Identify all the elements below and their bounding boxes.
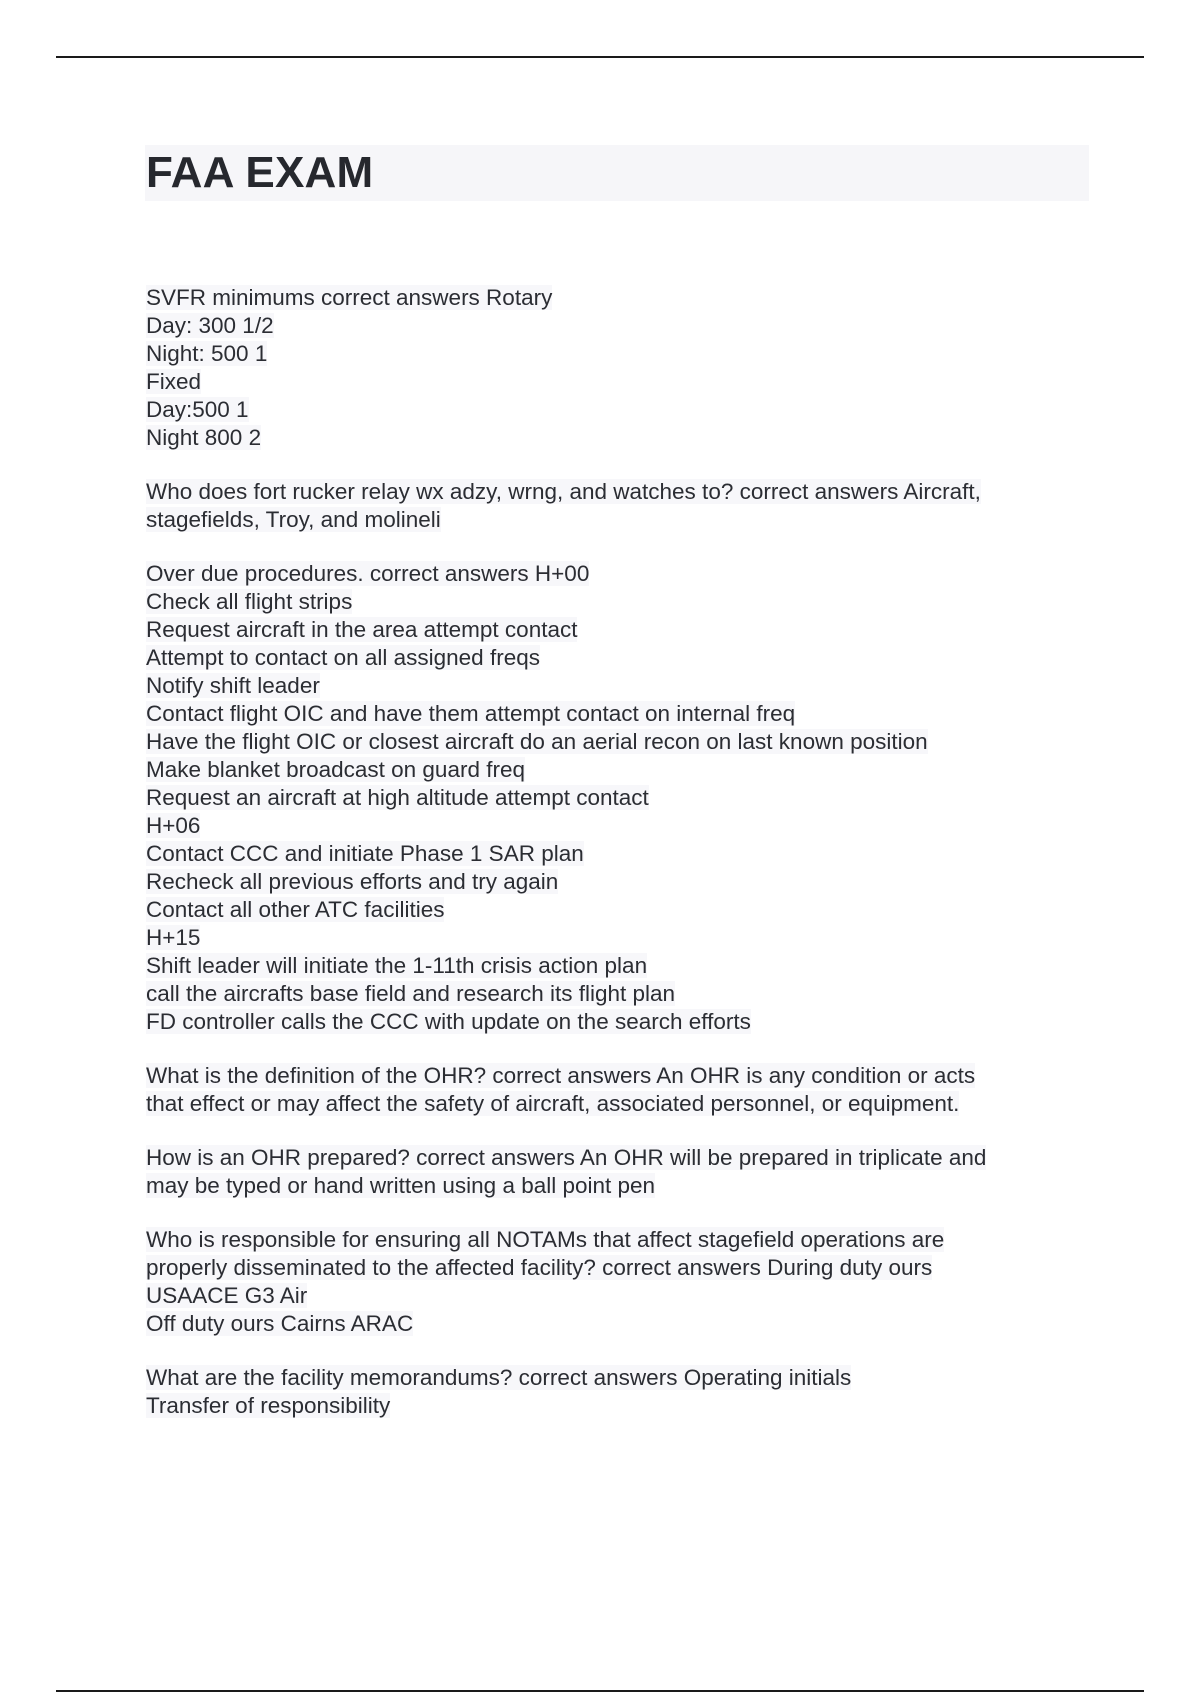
text-line: Contact all other ATC facilities (146, 897, 445, 922)
text-line: Day: 300 1/2 (146, 313, 274, 338)
text-line: stagefields, Troy, and molineli (146, 507, 441, 532)
text-line: Contact CCC and initiate Phase 1 SAR plan (146, 841, 584, 866)
text-line: Request aircraft in the area attempt contact (146, 617, 578, 642)
text-line: H+15 (146, 925, 201, 950)
page-title: FAA EXAM (146, 148, 374, 197)
text-line: Check all flight strips (146, 589, 353, 614)
text-line: Night: 500 1 (146, 341, 268, 366)
text-line: Over due procedures. correct answers H+00 (146, 561, 590, 586)
text-line: Recheck all previous efforts and try again (146, 869, 559, 894)
text-line: Shift leader will initiate the 1-11th crisis action plan (146, 953, 648, 978)
text-line: Contact flight OIC and have them attempt contact on internal freq (146, 701, 796, 726)
text-line: Have the flight OIC or closest aircraft do an aerial recon on last known position (146, 729, 928, 754)
bottom-rule (56, 1690, 1144, 1692)
text-line: Off duty ours Cairns ARAC (146, 1311, 414, 1336)
text-line: Make blanket broadcast on guard freq (146, 757, 525, 782)
qa-entry-svfr (146, 284, 1090, 452)
text-line: What is the definition of the OHR? correct answers An OHR is any condition or acts (146, 1063, 976, 1088)
text-line: properly disseminated to the affected facility? correct answers During duty ours (146, 1255, 933, 1280)
text-line: Fixed (146, 369, 202, 394)
text-line: Transfer of responsibility (146, 1393, 391, 1418)
text-line: Who does fort rucker relay wx adzy, wrng, and watches to? correct answers Aircraft, (146, 479, 981, 504)
text-line: Who is responsible for ensuring all NOTAMs that affect stagefield operations are (146, 1227, 945, 1252)
text-line: call the aircrafts base field and research its flight plan (146, 981, 676, 1006)
text-line: may be typed or hand written using a ball point pen (146, 1173, 656, 1198)
text-line: How is an OHR prepared? correct answers An OHR will be prepared in triplicate and (146, 1145, 987, 1170)
text-line: Request an aircraft at high altitude attempt contact (146, 785, 649, 810)
qa-entry-overdue-procedures (146, 560, 1090, 1036)
text-line: that effect or may affect the safety of aircraft, associated personnel, or equipment. (146, 1091, 960, 1116)
qa-entry-ohr-definition (146, 1062, 1090, 1118)
qa-entry-notams (146, 1226, 1090, 1338)
text-line: Attempt to contact on all assigned freqs (146, 645, 540, 670)
qa-entry-facility-memorandums (146, 1364, 1090, 1420)
document-body (146, 284, 1090, 1446)
text-line: H+06 (146, 813, 201, 838)
top-rule (56, 56, 1144, 58)
text-line: FD controller calls the CCC with update on the search efforts (146, 1009, 751, 1034)
text-line: SVFR minimums correct answers Rotary (146, 285, 553, 310)
qa-entry-ohr-prepared (146, 1144, 1090, 1200)
text-line: Night 800 2 (146, 425, 262, 450)
text-line: Notify shift leader (146, 673, 320, 698)
text-line: What are the facility memorandums? correct answers Operating initials (146, 1365, 852, 1390)
text-line: USAACE G3 Air (146, 1283, 308, 1308)
qa-entry-fort-rucker (146, 478, 1090, 534)
text-line: Day:500 1 (146, 397, 249, 422)
